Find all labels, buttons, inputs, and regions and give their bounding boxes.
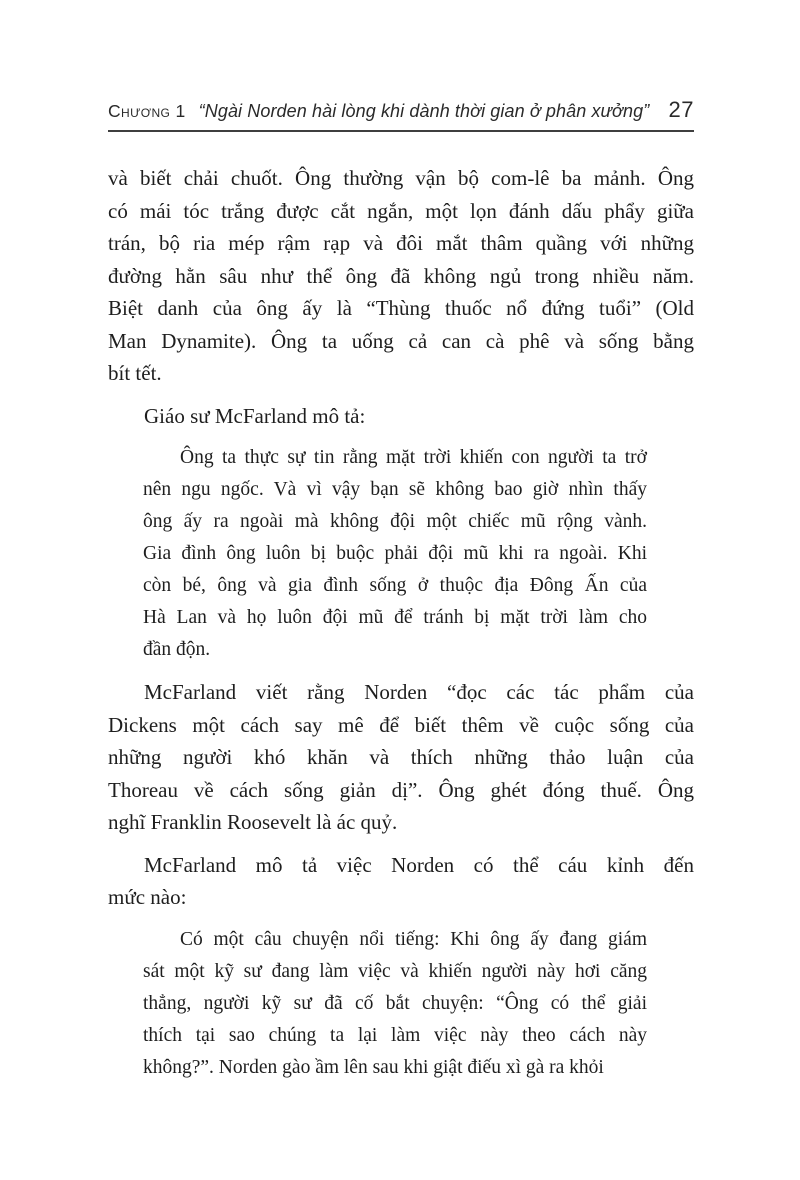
text-line: nên ngu ngốc. Và vì vậy bạn sẽ không bao giờ nhìn thấy [143, 479, 647, 500]
text-line: Hà Lan và họ luôn đội mũ để tránh bị mặt trời làm cho [143, 607, 647, 628]
chapter-title: “Ngài Norden hài lòng khi dành thời gian ở phân xưởng” [198, 101, 650, 121]
text-line: Giáo sư McFarland mô tả: [144, 403, 366, 428]
text-line: thích tại sao chúng ta lại làm việc này theo cách này [143, 1024, 647, 1046]
text-line: mức nào: [108, 885, 187, 909]
text-line: thẳng, người kỹ sư đã cố bắt chuyện: “Ông có thể giải [143, 992, 647, 1014]
text-line: bít tết. [108, 361, 162, 385]
text-line: nghĩ Franklin Roosevelt là ác quỷ. [108, 810, 398, 834]
text-line: có mái tóc trắng được cắt ngắn, một lọn đánh dấu phẩy giữa [108, 198, 694, 223]
text-line: Ông ta thực sự tin rằng mặt trời khiến con người ta trở [180, 447, 647, 468]
paragraph-continuation [108, 162, 694, 390]
text-line: ông ấy ra ngoài mà không đội một chiếc mũ rộng vành. [143, 511, 647, 532]
text-line: sát một kỹ sư đang làm việc và khiến người này hơi căng [143, 960, 647, 982]
text-line: McFarland viết rằng Norden “đọc các tác phẩm của [144, 680, 694, 704]
paragraph-grumpy-intro [108, 849, 694, 914]
paragraph-dickens-thoreau [108, 676, 694, 839]
chapter-label: Chương 1 [108, 101, 186, 121]
text-line: Biệt danh của ông ấy là “Thùng thuốc nổ đứng tuổi” (Old [108, 296, 694, 320]
text-line: đường hằn sâu như thể ông đã không ngủ trong nhiều năm. [108, 263, 694, 288]
text-line: trán, bộ ria mép rậm rạp và đôi mắt thâm quầng với những [108, 231, 694, 255]
paragraph-mcfarland-intro [108, 400, 694, 433]
text-line: Thoreau về cách sống giản dị”. Ông ghét đóng thuế. Ông [108, 777, 694, 802]
text-line: còn bé, ông và gia đình sống ở thuộc địa Đông Ấn của [143, 575, 647, 596]
text-line: Có một câu chuyện nổi tiếng: Khi ông ấy đang giám [180, 928, 647, 950]
text-line: và biết chải chuốt. Ông thường vận bộ com-lê ba mảnh. Ông [108, 166, 694, 190]
page-header [108, 97, 694, 132]
text-line: McFarland mô tả việc Norden có thể cáu kỉnh đến [144, 852, 694, 877]
text-line: Man Dynamite). Ông ta uống cả can cà phê và sống bằng [108, 328, 694, 353]
page-number: 27 [668, 97, 694, 122]
text-line: Dickens một cách say mê để biết thêm về cuộc sống của [108, 712, 694, 737]
page-body [108, 162, 694, 1084]
block-quote-engineer-story [143, 924, 647, 1084]
block-quote-sun-hat [143, 442, 647, 666]
text-line: Gia đình ông luôn bị buộc phải đội mũ khi ra ngoài. Khi [143, 543, 647, 564]
text-line: không?”. Norden gào ầm lên sau khi giật điếu xì gà ra khỏi [143, 1056, 604, 1078]
text-line: đần độn. [143, 639, 211, 660]
text-line: những người khó khăn và thích những thảo luận của [108, 745, 694, 769]
